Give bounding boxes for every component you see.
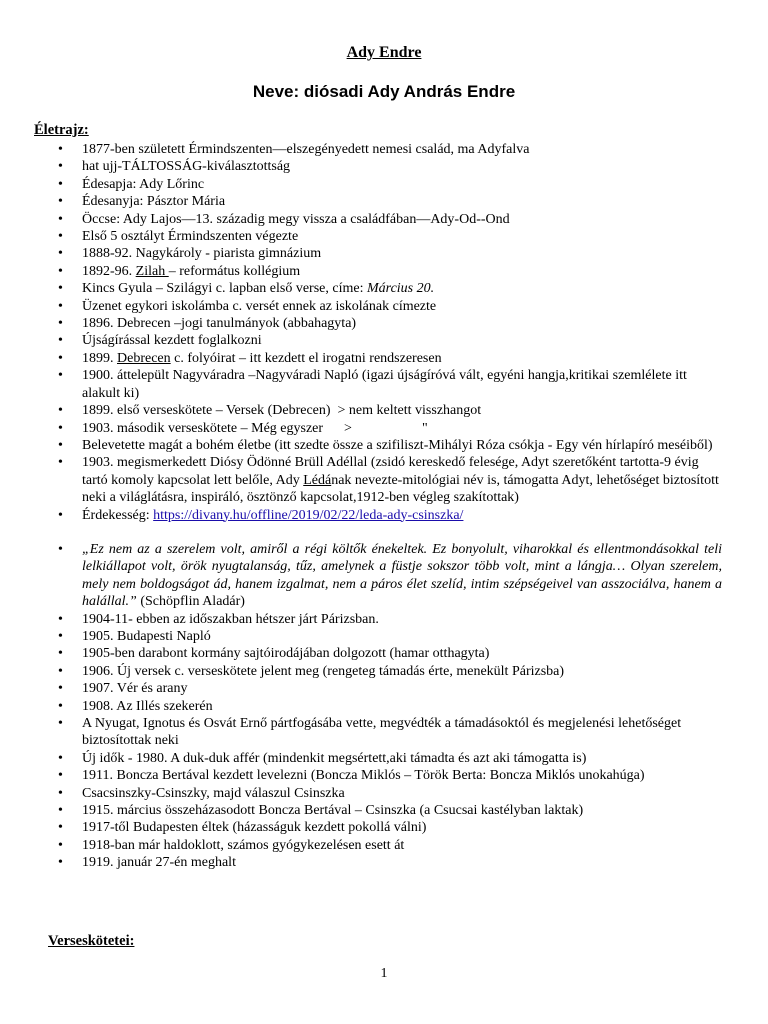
text-span: 1899. (82, 350, 117, 366)
text-span: nak nevezte-mitológiai név is, támogatta Adyt, lehetőséget biztosított neki a világlátásra, inspiráló, ösztönző kapcsolat,1912-ben végleg szakítottak) (82, 472, 719, 506)
italic-title: Március 20. (366, 281, 435, 297)
list-item (58, 454, 722, 506)
text-span: 1892-96. (82, 263, 136, 279)
text-span: Érdekesség: (82, 507, 154, 523)
underlined-text: Zilah (135, 263, 169, 279)
list-item: • 1911. Boncza Bertával kezdett levelezni (Boncza Miklós – Török Berta: Boncza Miklós unokahúga) (58, 767, 722, 784)
text-span: – református kollégium (168, 263, 301, 279)
list-item (58, 280, 722, 297)
list-item: • Belevetette magát a bohém életbe (itt szedte össze a szifiliszt-Mihályi Róza csókja - Egy vén hírlapíró meséiből) (58, 437, 722, 454)
list-item: • Újságírással kezdett foglalkozni (58, 332, 722, 349)
list-item (58, 507, 722, 524)
section-heading-verseskotetei: Verseskötetei: (48, 933, 135, 949)
underlined-text: Debrecen (117, 350, 171, 366)
quote-author: (Schöpflin Aladár) (136, 594, 245, 610)
document-subtitle: Neve: diósadi Ady András Endre (252, 82, 516, 101)
list-item: • A Nyugat, Ignotus és Osvát Ernő pártfogásába vette, megvédték a támadásoktól és megjelenési lehetőséget biztosítottak neki (58, 715, 722, 750)
list-item: • 1906. Új versek c. verseskötete jelent meg (rengeteg támadás érte, menekült Párizsba) (58, 663, 722, 680)
list-item: • 1905-ben darabont kormány sajtóirodájában dolgozott (hamar otthagyta) (58, 645, 722, 662)
list-item: • 1905. Budapesti Napló (58, 628, 722, 645)
list-item: • 1903. második verseskötete – Még egyszer > " (58, 420, 722, 437)
list-item: • 1908. Az Illés szekerén (58, 698, 722, 715)
quote-text: „Ez nem az a szerelem volt, amiről a régi költők énekeltek. Ez bonyolult, viharokkal és ellentmondásokkal teli lelkiállapot volt, örök nyugtalanság, tűz, amelynek a füstje sokszor több volt, mint a lángja… Olyan szerelem, mely nem boldogságot ád, hanem izgalmat, nem a páros élet szelíd, intim szépségeivel van asszociálva, hanem a halállal.” (82, 541, 722, 610)
list-item: • Csacsinszky-Csinszky, majd válaszul Csinszka (58, 785, 722, 802)
list-item: • Édesapja: Ady Lőrinc (58, 176, 722, 193)
list-item: • 1900. áttelepült Nagyváradra –Nagyváradi Napló (igazi újságíróvá vált, egyéni hangja,kritikai szemlélete itt alakult ki) (58, 367, 722, 402)
text-span: 1903. megismerkedett Diósy Ödönné Brüll Adéllal (zsidó kereskedő felesége, Adyt szeretőként tartotta-9 évig tartó komoly kapcsolat lett belőle, Ady (82, 455, 699, 488)
list-item: • 1896. Debrecen –jogi tanulmányok (abbahagyta) (58, 315, 722, 332)
list-item: • 1915. március összeházasodott Boncza Bertával – Csinszka (a Csucsai kastélyban laktak) (58, 802, 722, 819)
underlined-text: Lédá (303, 472, 332, 488)
list-item: • 1904-11- ebben az időszakban hétszer járt Párizsban. (58, 611, 722, 628)
list-item: • 1917-től Budapesten éltek (házasságuk kezdett pokollá válni) (58, 819, 722, 836)
document-title: Ady Endre (346, 44, 422, 61)
page-number: 1 (380, 966, 388, 981)
list-item: • Édesanyja: Pásztor Mária (58, 193, 722, 210)
section-heading-eletrajz: Életrajz: (34, 122, 89, 138)
list-item: • 1899. első verseskötete – Versek (Debrecen) > nem keltett visszhangot (58, 402, 722, 419)
list-item: • 1918-ban már haldoklott, számos gyógykezelésen esett át (58, 837, 722, 854)
biography-list (58, 141, 722, 872)
list-item: • 1888-92. Nagykároly - piarista gimnázium (58, 245, 722, 262)
list-item: • 1907. Vér és arany (58, 680, 722, 697)
list-item: • Öccse: Ady Lajos—13. századig megy vissza a családfában—Ady-Od--Ond (58, 211, 722, 228)
list-item: • 1877-ben született Érmindszenten—elszegényedett nemesi család, ma Adyfalva (58, 141, 722, 158)
text-span: c. folyóirat – itt kezdett el irogatni rendszeresen (170, 350, 442, 366)
divany-link[interactable]: https://divany.hu/offline/2019/02/22/leda-ady-csinszka/ (153, 507, 464, 523)
list-item: • 1919. január 27-én meghalt (58, 854, 722, 871)
list-item (58, 350, 722, 367)
list-item: • Új idők - 1980. A duk-duk affér (mindenkit megsértett,aki támadta és azt aki támogatta is) (58, 750, 722, 767)
quote-item (58, 541, 722, 611)
list-item (58, 263, 722, 280)
text-span: Kincs Gyula – Szilágyi c. lapban első verse, címe: (82, 281, 367, 297)
list-item: • Első 5 osztályt Érmindszenten végezte (58, 228, 722, 245)
list-item: • hat ujj-TÁLTOSSÁG-kiválasztottság (58, 158, 722, 175)
list-item: • Üzenet egykori iskolámba c. versét ennek az iskolának címezte (58, 298, 722, 315)
